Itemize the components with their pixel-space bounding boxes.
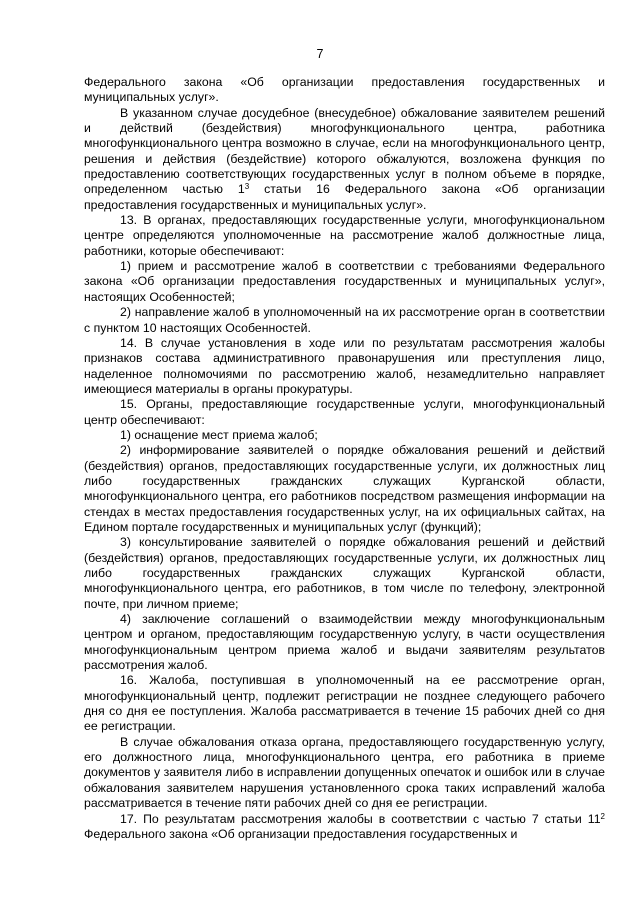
paragraph-17-text-end: Федерального закона «Об организации предоставления государственных и (84, 826, 518, 841)
superscript: 3 (244, 182, 250, 192)
page-number: 7 (316, 47, 324, 61)
paragraph-13: 13. В органах, предоставляющих государственные услуги, многофункциональном центре определяются уполномоченные на рассмотрение жалоб должностные лица, работники, которые обеспечивают: (84, 213, 605, 258)
paragraph-15-item-4: 4) заключение соглашений о взаимодействии между многофункциональным центром и органом, предоставляющим государственную услугу, в части осуществления многофункциональным центром приема жалоб и выдачи заявителям результатов рассмотрения жалоб. (84, 612, 605, 673)
paragraph-15-item-1: 1) оснащение мест приема жалоб; (120, 427, 318, 442)
paragraph-15-item-2: 2) информирование заявителей о порядке обжалования решений и действий (бездействия) органов, предоставляющих государственные услуги, их должностных лиц либо государственных гражданских служащих Курганской области, многофункционального центра, его работников посредством размещения информации на стендах в местах предоставления государственных услуг, на их официальных сайтах, на Едином портале государственных и муниципальных услуг (функций); (84, 443, 605, 534)
paragraph-1: Федерального закона «Об организации предоставления государственных и муниципальных услуг». (84, 75, 605, 105)
paragraph-2 (84, 106, 605, 213)
paragraph-16-continued: В случае обжалования отказа органа, предоставляющего государственную услугу, его должностного лица, многофункционального центра, его работника в приеме документов у заявителя либо в исправлении допущенных опечаток и ошибок или в случае обжалования заявителем нарушения установленного срока таких исправлений жалоба рассматривается в течение пяти рабочих дней со дня ее регистрации. (84, 734, 605, 811)
paragraph-15: 15. Органы, предоставляющие государственные услуги, многофункциональный центр обеспечивают: (84, 397, 605, 427)
paragraph-13-item-1: 1) прием и рассмотрение жалоб в соответствии с требованиями Федерального закона «Об организации предоставления государственных и муниципальных услуг», настоящих Особенностей; (84, 259, 605, 304)
paragraph-14: 14. В случае установления в ходе или по результатам рассмотрения жалобы признаков состава административного правонарушения или преступления лицо, наделенное полномочиями по рассмотрению жалоб, незамедлительно направляет имеющиеся материалы в органы прокуратуры. (84, 335, 605, 396)
paragraph-17-text: 17. По результатам рассмотрения жалобы в соответствии с частью 7 статьи 11 (120, 811, 601, 826)
paragraph-15-item-3: 3) консультирование заявителей о порядке обжалования решений и действий (бездействия) органов, предоставляющих государственные услуги, их должностных лиц либо государственных гражданских служащих Курганской области, многофункционального центра, его работников, в том числе по телефону, электронной почте, при личном приеме; (84, 535, 605, 611)
superscript: 2 (600, 811, 605, 821)
paragraph-2-text: В указанном случае досудебное (внесудебное) обжалование заявителем решений и действий (бездействия) многофункционального центра, работника многофункционального центра возможно в случае, если на многофункционального центр, решения и действия (бездействие) которого обжалуются, возложена функция по предоставлению соответствующих государственных услуг в полном объеме в порядке, определенном частью 1 (84, 105, 605, 197)
document-body (84, 75, 605, 842)
paragraph-16: 16. Жалоба, поступившая в уполномоченный на ее рассмотрение орган, многофункциональный центр, подлежит регистрации не позднее следующего рабочего дня со дня ее поступления. Жалоба рассматривается в течение 15 рабочих дней со дня ее регистрации. (84, 673, 605, 734)
paragraph-17 (84, 812, 605, 843)
paragraph-13-item-2: 2) направление жалоб в уполномоченный на их рассмотрение орган в соответствии с пунктом 10 настоящих Особенностей. (84, 305, 605, 335)
paragraph-2-text-end: статьи 16 Федерального закона «Об организации предоставления государственных и муниципальных услуг». (84, 182, 605, 212)
